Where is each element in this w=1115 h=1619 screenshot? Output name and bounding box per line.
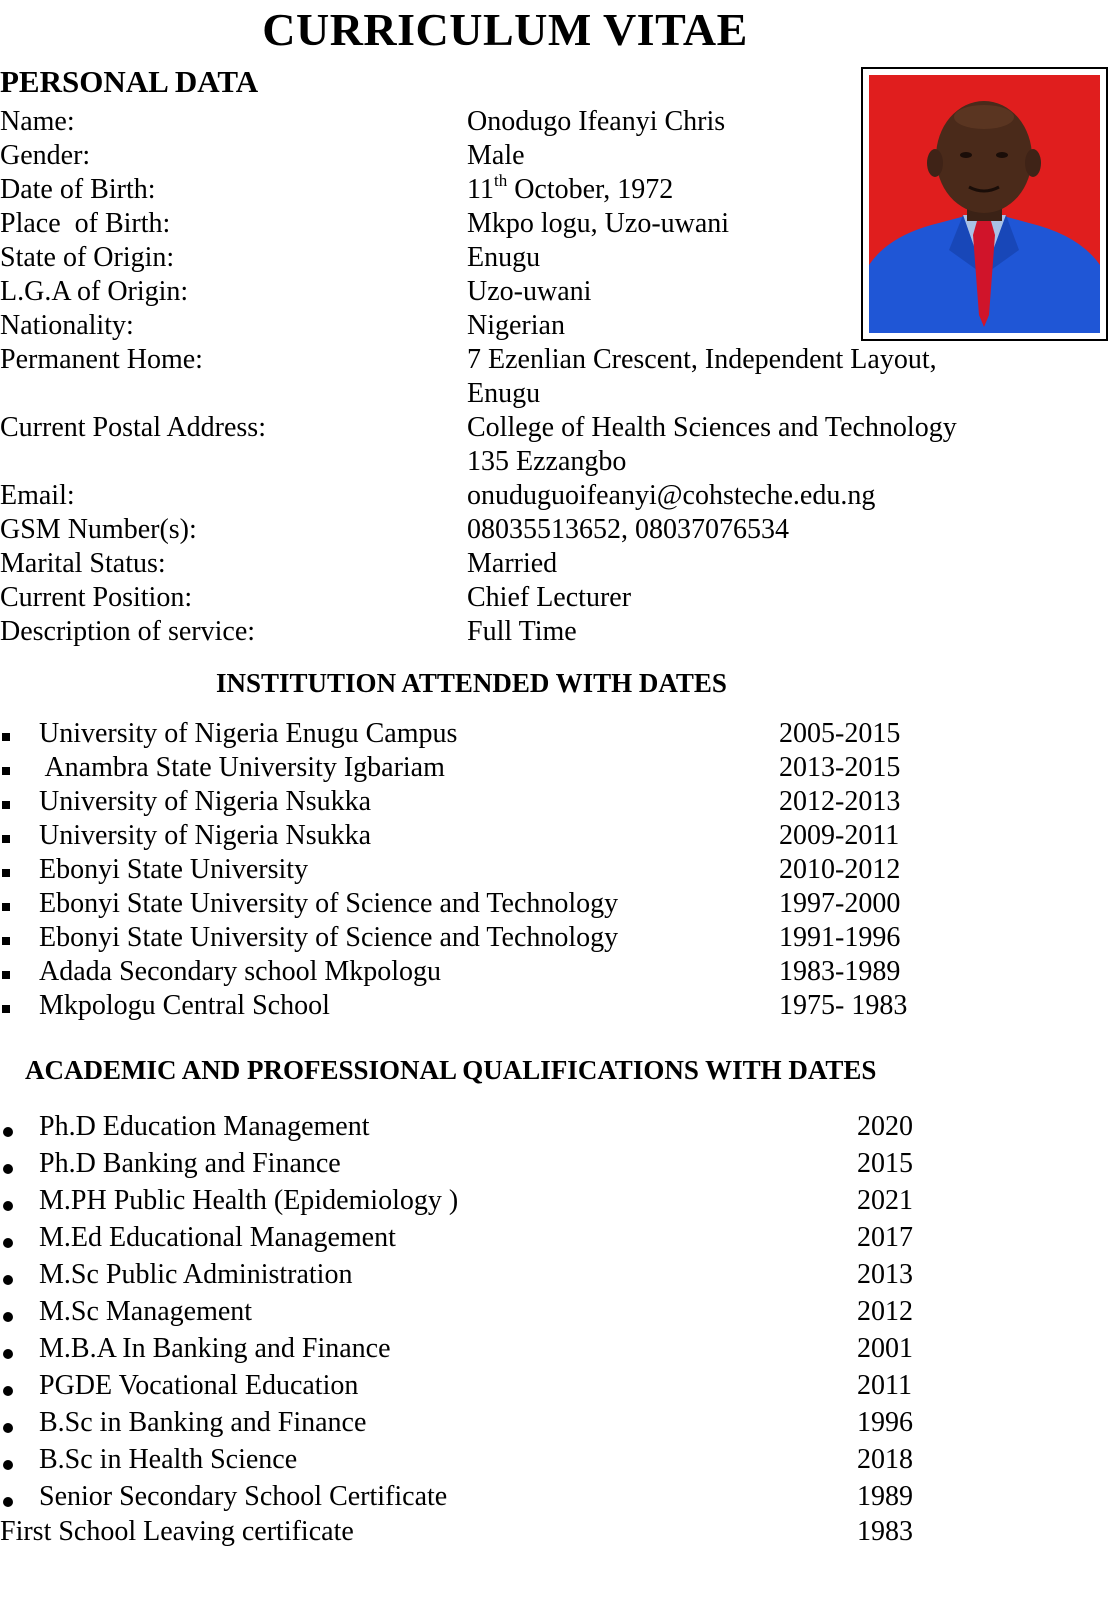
nationality-value: Nigerian [467,310,565,341]
qualification-year: 2018 [857,1444,913,1475]
qualification-name: PGDE Vocational Education [39,1370,359,1401]
qualification-year: 2021 [857,1185,913,1216]
place-of-birth-label: Place of Birth: [0,208,171,239]
name-value: Onodugo Ifeanyi Chris [467,106,726,137]
institution-dates: 2012-2013 [779,786,901,817]
permanent-home-label: Permanent Home: [0,344,203,375]
postal-address-label: Current Postal Address: [0,412,266,443]
institution-name: Adada Secondary school Mkpologu [39,956,442,987]
round-bullet-icon [3,1127,13,1137]
institution-name: University of Nigeria Enugu Campus [39,718,458,749]
email-value: onuduguoifeanyi@cohsteche.edu.ng [467,480,876,511]
profile-photo [869,75,1100,333]
qualification-name: Ph.D Education Management [39,1111,370,1142]
round-bullet-icon [3,1460,13,1470]
round-bullet-icon [3,1386,13,1396]
institution-name: University of Nigeria Nsukka [39,820,372,851]
qualification-year: 2012 [857,1296,913,1327]
postal-address-value: College of Health Sciences and Technology [467,412,957,443]
institution-dates: 1997-2000 [779,888,901,919]
qualification-year: 2015 [857,1148,913,1179]
institution-dates: 2005-2015 [779,718,901,749]
round-bullet-icon [3,1312,13,1322]
qualification-name: Senior Secondary School Certificate [39,1481,448,1512]
dob-label: Date of Birth: [0,174,156,205]
qualification-year: 1983 [857,1516,913,1547]
institution-dates: 1975- 1983 [779,990,908,1021]
state-of-origin-value: Enugu [467,242,541,273]
institution-dates: 1983-1989 [779,956,901,987]
profile-photo-frame [861,67,1108,341]
current-position-value: Chief Lecturer [467,582,632,613]
qualification-year: 2011 [857,1370,912,1401]
institution-name: Ebonyi State University of Science and Technology [39,922,619,953]
qualification-name: Ph.D Banking and Finance [39,1148,341,1179]
permanent-home-value-line2: Enugu [467,378,541,409]
square-bullet-icon [2,835,10,843]
institution-name: Anambra State University Igbariam [39,752,445,783]
institution-name: Mkpologu Central School [39,990,330,1021]
marital-status-value: Married [467,548,558,579]
square-bullet-icon [2,733,10,741]
qualification-year: 2020 [857,1111,913,1142]
qualification-name: B.Sc in Banking and Finance [39,1407,367,1438]
qualification-year: 2013 [857,1259,913,1290]
square-bullet-icon [2,869,10,877]
square-bullet-icon [2,903,10,911]
institution-dates: 2010-2012 [779,854,901,885]
nationality-label: Nationality: [0,310,134,341]
square-bullet-icon [2,937,10,945]
qualification-name: First School Leaving certificate [0,1516,354,1547]
square-bullet-icon [2,767,10,775]
lga-of-origin-value: Uzo-uwani [467,276,592,307]
qualification-year: 1996 [857,1407,913,1438]
qualification-name: M.Sc Public Administration [39,1259,353,1290]
qualification-name: M.Ed Educational Management [39,1222,396,1253]
institution-name: Ebonyi State University of Science and Technology [39,888,619,919]
institution-name: Ebonyi State University [39,854,309,885]
lga-of-origin-label: L.G.A of Origin: [0,276,189,307]
round-bullet-icon [3,1238,13,1248]
qualification-name: B.Sc in Health Science [39,1444,298,1475]
qualification-year: 2001 [857,1333,913,1364]
gsm-value: 08035513652, 08037076534 [467,514,789,545]
state-of-origin-label: State of Origin: [0,242,175,273]
description-of-service-label: Description of service: [0,616,256,647]
institution-name: University of Nigeria Nsukka [39,786,372,817]
dob-day-suffix: th [493,171,508,190]
institution-dates: 2013-2015 [779,752,901,783]
institution-dates: 1991-1996 [779,922,901,953]
institution-dates: 2009-2011 [779,820,900,851]
name-label: Name: [0,106,75,137]
personal-data-heading: PERSONAL DATA [0,64,259,99]
description-of-service-value: Full Time [467,616,577,647]
round-bullet-icon [3,1349,13,1359]
gender-value: Male [467,140,525,171]
qualification-year: 1989 [857,1481,913,1512]
qualification-name: M.PH Public Health (Epidemiology ) [39,1185,459,1216]
place-of-birth-value: Mkpo logu, Uzo-uwani [467,208,730,239]
round-bullet-icon [3,1164,13,1174]
marital-status-label: Marital Status: [0,548,166,579]
square-bullet-icon [2,801,10,809]
dob-day: 11 [467,174,494,205]
institutions-heading: INSTITUTION ATTENDED WITH DATES [216,668,727,698]
current-position-label: Current Position: [0,582,193,613]
qualification-name: M.Sc Management [39,1296,253,1327]
round-bullet-icon [3,1201,13,1211]
qualifications-heading: ACADEMIC AND PROFESSIONAL QUALIFICATIONS WITH DATES [25,1055,877,1085]
gender-label: Gender: [0,140,91,171]
dob-month-year: October, 1972 [507,174,674,205]
postal-address-value-line2: 135 Ezzangbo [467,446,627,477]
round-bullet-icon [3,1497,13,1507]
dob-value [467,173,673,210]
qualification-name: M.B.A In Banking and Finance [39,1333,391,1364]
square-bullet-icon [2,971,10,979]
gsm-label: GSM Number(s): [0,514,197,545]
round-bullet-icon [3,1275,13,1285]
permanent-home-value: 7 Ezenlian Crescent, Independent Layout, [467,344,937,375]
document-title: CURRICULUM VITAE [262,4,748,55]
square-bullet-icon [2,1005,10,1013]
qualification-year: 2017 [857,1222,913,1253]
round-bullet-icon [3,1423,13,1433]
email-label: Email: [0,480,75,511]
